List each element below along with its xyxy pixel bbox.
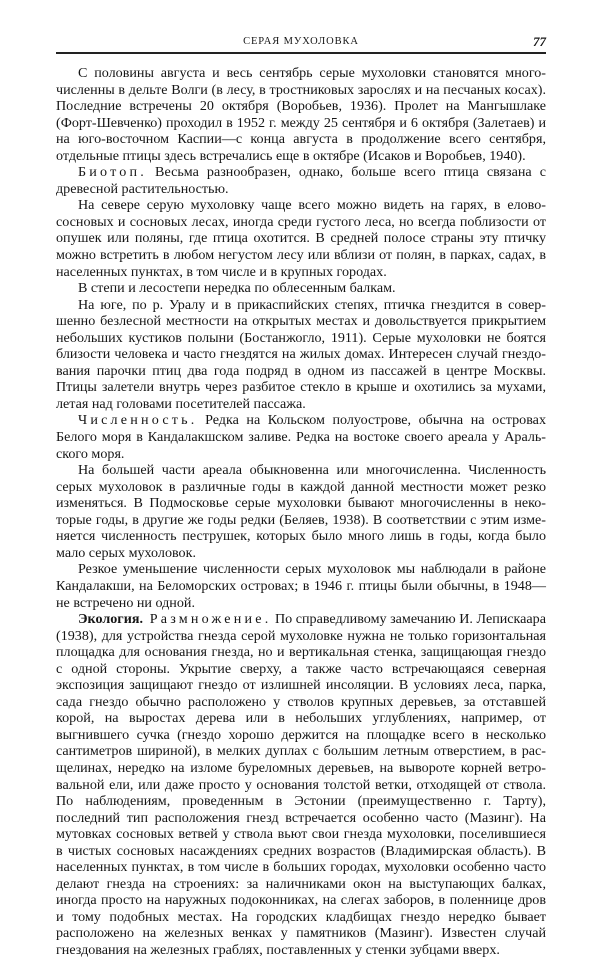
section-label-breeding: Размножение. (142, 611, 272, 628)
paragraph-text: На юге, по р. Уралу и в прикаспийских степях, птичка гнездится в совершенно безлесной местности на открытых местах и довольствуется прикрытием небольших кустиков полыни (Бостанжогло, 1911). Серые мухоловки не боятся близости человека и часто гнездятся на жилых домах. Интересен случай гнездования парочки птиц два года подряд в одном из пассажей в центре Москвы. Птицы залетели внутрь через разбитое стекло в крыше и охотились за мухами, летая над головами посетителей пассажа. (56, 296, 546, 412)
running-head (56, 36, 546, 50)
paragraph-ecology-breeding (56, 611, 546, 958)
body-text (56, 65, 546, 959)
paragraph-steppe (56, 280, 546, 297)
paragraph-text: Редка на Кольском полуострове, обычна на островах Белого моря в Кандалакшском заливе. Редка на востоке своего ареала у Аральского моря. (56, 412, 546, 462)
paragraph-text: Резкое уменьшение численности серых мухоловок мы наблюдали в районе Кандалакши, на Беломорских островах; в 1946 г. птицы были обычны, в 1948— не встречено ни одной. (56, 561, 546, 611)
section-label-abundance: Численность. (78, 412, 198, 429)
paragraph-abundance-variation (56, 462, 546, 561)
paragraph-text: На севере серую мухоловку чаще всего можно видеть на гарях, в еловососновых и сосновых лесах, иногда среди густого леса, но всегда поблизости от опушек или поляны, где птица охотится. В средней полосе страны эту птичку можно встретить в любом негустом лесу или вблизи от полян, в парках, садах, в населенных пунктах, в том числе и в крупных городах. (56, 197, 546, 280)
paragraph-text: В степи и лесостепи нередка по облесенным балкам. (78, 280, 396, 297)
paragraph-text: По справедливому замечанию И. Лепискаара (1938), для устройства гнезда серой мухоловке нужна не только горизонтальная площадка для основания гнезда, но и вертикальная стенка, защищающая гнездо с одной стороны. Укрытие сверху, а также часто встречающаяся северная экспозиция защищают гнездо от излишней инсоляции. В условиях леса, парка, сада гнездо обычно расположено у стволов крупных деревьев, за отставшей корой, на выростах дерева или в небольших углублениях, например, от выгнившего сучка (гнездо хорошо держится на площадке всего в несколько сантиметров шириной), в мелких дуплах с большим летным отверстием, в расщелинах, нередко на изломе буреломных деревьев, на вывороте корней ветровальной ели, или даже просто у основания толстой ветки, отходящей от ствола. По наблюдениям, проведенным в Эстонии (преимущественно г. Тарту), последний тип расположения гнезд встречается особенно часто (Мазинг). На мутовках сосновых ветвей у ствола вьют свои гнезда мухоловки, поселившиеся в чистых сосновых насаждениях средних возрастов (Владимирская область). В населенных пунктах, в том числе в больших городах, мухоловки особенно часто делают гнезда на строениях: за наличниками окон на выступающих балках, иногда просто на наружных подоконниках, на слегах заборов, в поленнице дров и тому подобных местах. На городских кладбищах гнездо нередко бывает расположено на железных венках у памятников (Мазинг). Известен случай гнездования на железных граблях, поставленных у стенки зубцами вверх. (56, 611, 546, 958)
running-title: СЕРАЯ МУХОЛОВКА (243, 36, 359, 47)
header-rule (56, 52, 546, 54)
book-page (56, 36, 546, 959)
paragraph-decline (56, 561, 546, 611)
paragraph-text: Весьма разнообразен, однако, больше всего птица связана с древесной растительностью. (56, 164, 546, 197)
section-heading-ecology: Экология. (78, 611, 143, 628)
paragraph-north-habitat (56, 197, 546, 280)
paragraph-text: На большей части ареала обыкновенна или многочисленна. Численность серых мухоловок в различные годы в каждой данной местности может резко изменяться. В Подмосковье серые мухоловки бывают многочисленны в некоторые годы, в другие же годы редки (Беляев, 1938). В соответствии с этим изменяется численность пеструшек, которых было много лишь в годы, когда было мало серых мухоловок. (56, 462, 546, 561)
page-number: 77 (533, 34, 546, 49)
section-label-biotope: Биотоп. (78, 164, 147, 181)
paragraph-south-habitat (56, 297, 546, 413)
paragraph-biotope (56, 164, 546, 197)
paragraph-autumn-migration (56, 65, 546, 164)
paragraph-abundance (56, 412, 546, 462)
paragraph-text: С половины августа и весь сентябрь серые мухоловки становятся многочисленны в дельте Волги (в лесу, в тростниковых зарослях и на песчаных косах). Последние встречены 20 октября (Воробьев, 1936). Пролет на Мангышлаке (Форт-Шевченко) проходил в 1952 г. между 25 сентября и 6 октября (Залетаев) и на юго-восточном Каспии—с конца августа в продолжение всего сентября, отдельные птицы здесь встречались еще в октябре (Исаков и Воробьев, 1940). (56, 65, 546, 164)
